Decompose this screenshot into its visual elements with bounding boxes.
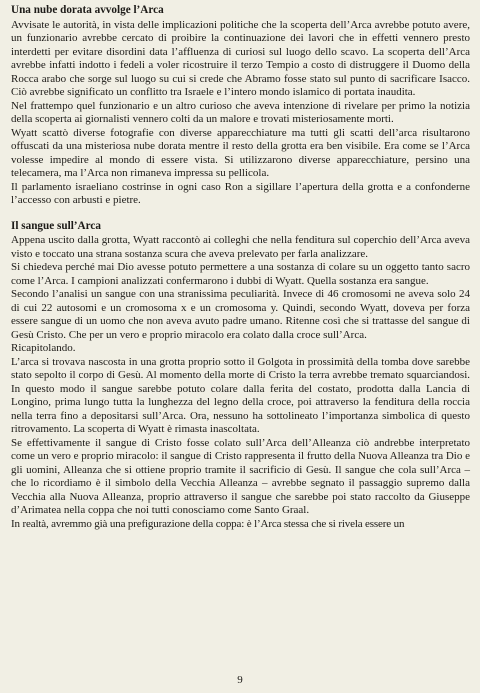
paragraph: Ricapitolando. [11, 342, 76, 354]
page-number: 9 [237, 674, 243, 686]
paragraph: Il parlamento israeliano costrinse in ogni caso Ron a sigillare l’apertura della grotta e a confonderne l’accesso con arbusti e pietre. [11, 180, 470, 206]
paragraph: Avvisate le autorità, in vista delle implicazioni politiche che la scoperta dell’Arca avrebbe potuto avere, un funzionario avrebbe cercato di proibire la continuazione dei lavori che in effetti vennero presto interdetti per evitare disordini data l’affluenza di curiosi sul luogo dello scavo. La scoperta dell’Arca avrebbe infatti indotto i fedeli a voler ricostruire il terzo Tempio a costo di distruggere il Duomo della Rocca arabo che sorge sul luogo su cui si crede che Abramo fosse stato sul punto di sacrificare Isacco. Ciò avrebbe significato un conflitto tra Israele e l’intero mondo islamico di portata inaudita. [11, 18, 470, 98]
paragraph: Si chiedeva perché mai Dio avesse potuto permettere a una sostanza di colare su un oggetto tanto sacro come l’Arca. I campioni analizzati confermarono i dubbi di Wyatt. Quella sostanza era sangue. [11, 261, 470, 287]
paragraph: Secondo l’analisi un sangue con una stranissima peculiarità. Invece di 46 cromosomi ne aveva solo 24 di cui 22 autosomi e un cromosoma x e un cromosoma y. Quindi, secondo Wyatt, doveva per forza essere sangue di un uomo che non aveva avuto padre umano. Ritenne così che si trattasse del sangue di Gesù Cristo. Che per un vero e proprio miracolo era colato dalla croce sull’Arca. [11, 288, 470, 341]
paragraph: Nel frattempo quel funzionario e un altro curioso che aveva intenzione di rivelare per primo la notizia della scoperta ai giornalisti vennero colti da un malore e trovati misteriosamente morti. [11, 99, 470, 125]
paragraph: In realtà, avremmo già una prefigurazione della coppa: è l’Arca stessa che si rivela essere un [11, 517, 405, 530]
paragraph: L’arca si trovava nascosta in una grotta proprio sotto il Golgota in prossimità della tomba dove sarebbe stato sepolto il corpo di Gesù. Al momento della morte di Cristo la terra avrebbe tremato squarciandosi. In questo modo il sangue sarebbe potuto colare dalla ferita del costato, prodotta dalla Lancia di Longino, prima lungo tutta la lunghezza del legno della croce, poi attraverso la fenditura della roccia nella terra fino a depositarsi sull’Arca. Ora, nessuno ha sottolineato l’importanza simbolica di questo ritrovamento. La scoperta di Wyatt è rimasta inascoltata. [11, 355, 470, 435]
section-heading: Una nube dorata avvolge l’Arca [11, 4, 164, 16]
page-content [11, 4, 470, 531]
section-heading: Il sangue sull’Arca [11, 219, 101, 232]
paragraph: Se effettivamente il sangue di Cristo fosse colato sull’Arca dell’Alleanza ciò andrebbe interpretato come un vero e proprio miracolo: il sangue di Cristo rappresenta il frutto della Nuova Alleanza tra Dio e gli uomini, Alleanza che si ottiene proprio tramite il sacrificio di Gesù. Il sangue che cola sull’Arca – che lo ricordiamo è il simbolo della Vecchia Alleanza – avrebbe segnato il passaggio supremo dalla Vecchia alla Nuova Alleanza, proprio attraverso il sangue che sarebbe poi stato raccolto da Giuseppe d’Arimatea nella coppa che noi tutti conosciamo come Santo Graal. [11, 436, 470, 516]
paragraph: Wyatt scattò diverse fotografie con diverse apparecchiature ma tutti gli scatti dell’arca risultarono offuscati da una misteriosa nube dorata mentre il resto della grotta era ben visibile. Era come se l’Arca volesse impedire al mondo di essere vista. Si utilizzarono diverse apparecchiature, persino una telecamera, ma l’Arca non rimaneva impressa su pellicola. [11, 126, 470, 179]
paragraph: Appena uscito dalla grotta, Wyatt raccontò ai colleghi che nella fenditura sul coperchio dell’Arca aveva visto e toccato una strana sostanza scura che aveva prelevato per farla analizzare. [11, 234, 470, 260]
